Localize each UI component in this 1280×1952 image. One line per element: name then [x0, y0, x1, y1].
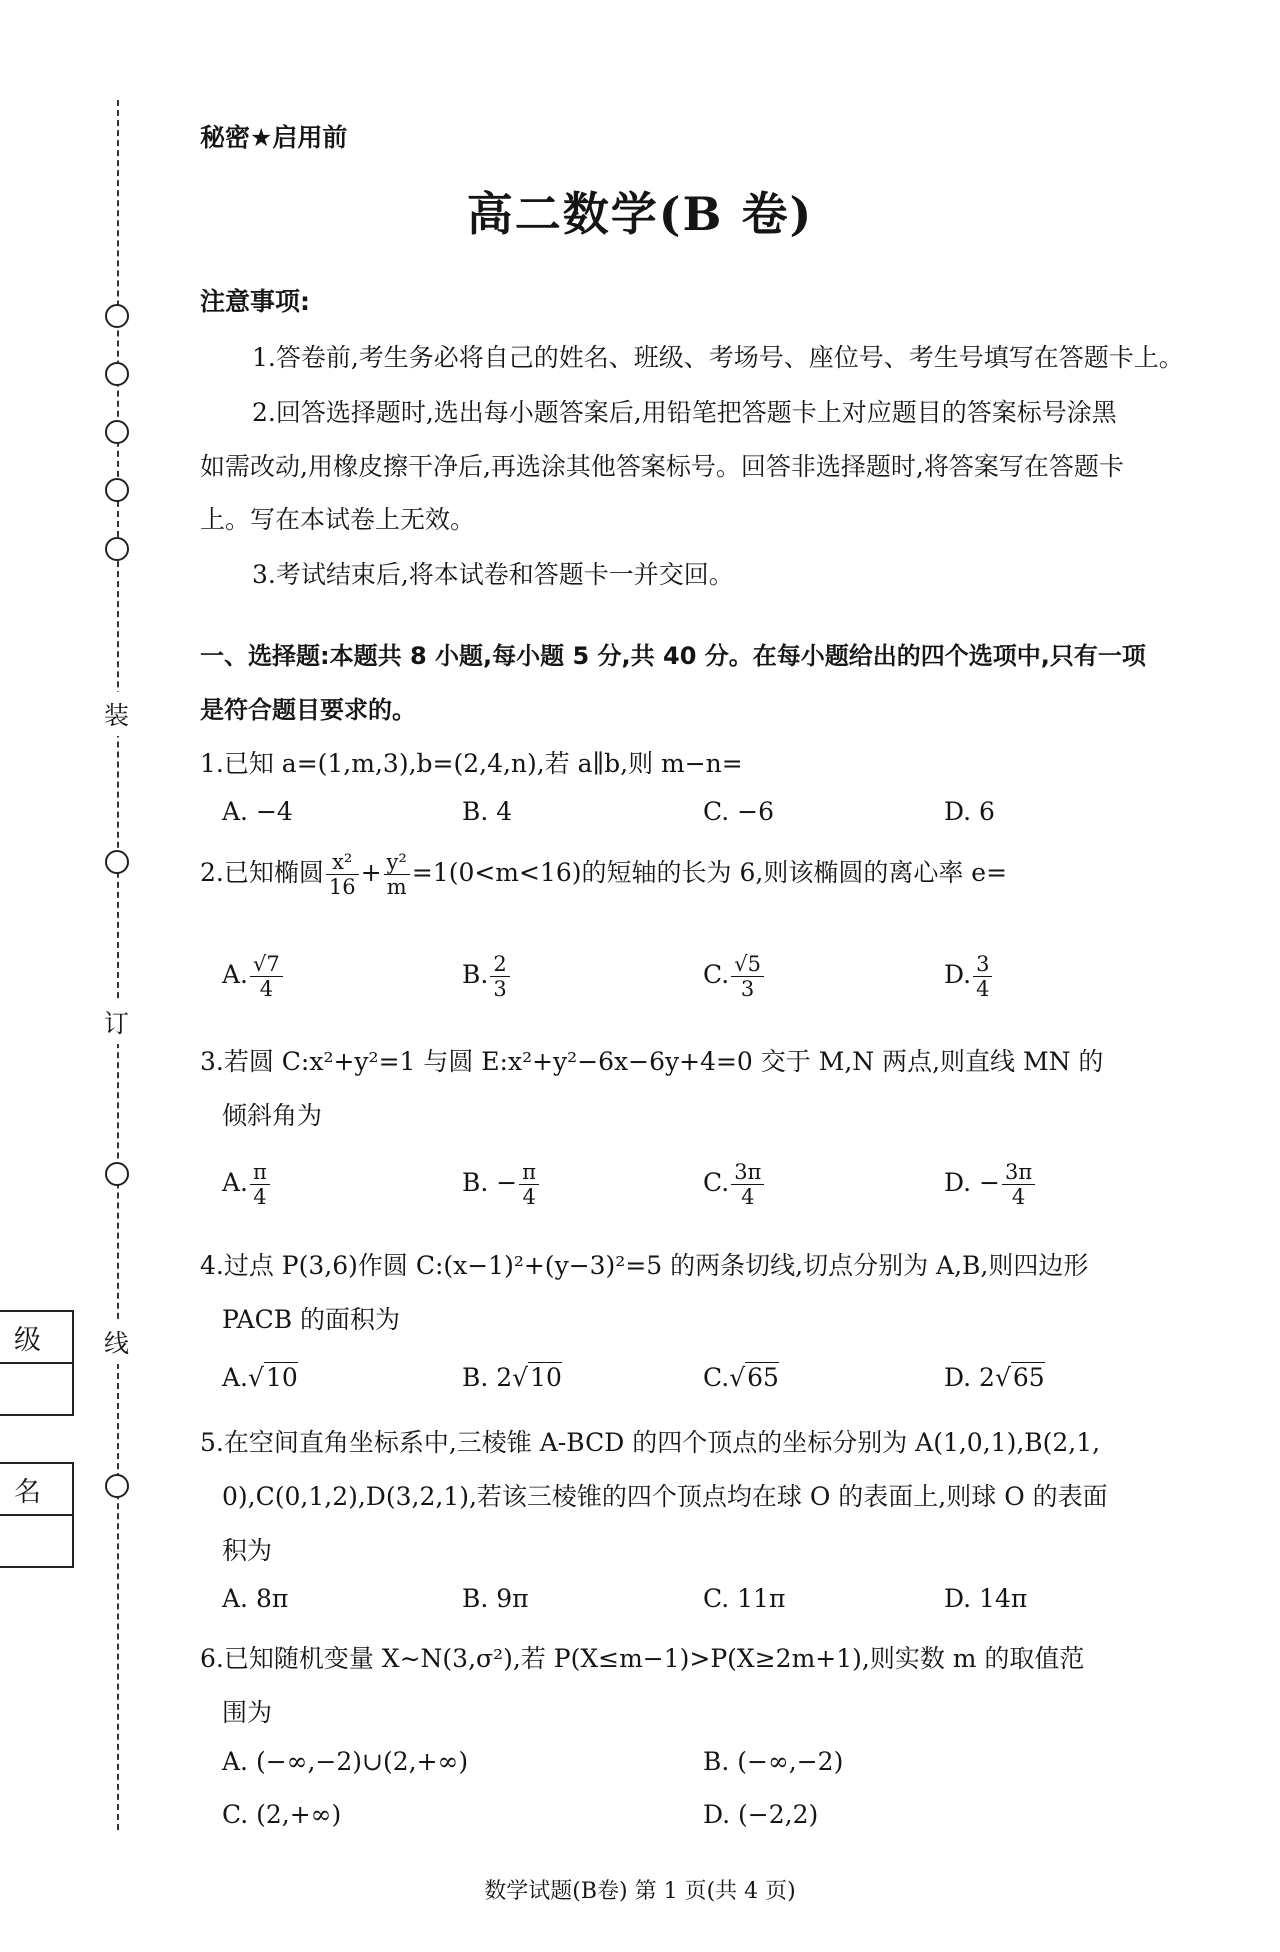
frac-num: 3π	[1002, 1160, 1035, 1185]
notice-item-2-cont: 如需改动,用橡皮擦干净后,再选涂其他答案标号。回答非选择题时,将答案写在答题卡	[200, 452, 1124, 481]
q2-text-b: =1(0<m<16)的短轴的长为 6,则该椭圆的离心率 e=	[411, 858, 1008, 888]
q5-option-c: C. 11π	[703, 1584, 786, 1613]
radicand: 10	[265, 1363, 298, 1392]
option-label: C.	[703, 1363, 730, 1392]
question-5-stem-cont: 0),C(0,1,2),D(3,2,1),若该三棱锥的四个顶点均在球 O 的表面上,则球 O 的表面	[222, 1482, 1108, 1511]
q2-option-a	[222, 952, 285, 1001]
question-5-stem-cont: 积为	[222, 1536, 273, 1565]
binding-hole	[105, 850, 129, 874]
frac-num: √5	[731, 952, 764, 977]
notice-item-2: 2.回答选择题时,选出每小题答案后,用铅笔把答题卡上对应题目的答案标号涂黑	[252, 398, 1117, 427]
question-6-stem-cont: 围为	[222, 1698, 273, 1727]
frac-num: π	[519, 1160, 539, 1185]
frac-den: 3	[493, 977, 507, 1002]
q2-option-b	[462, 952, 512, 1001]
binding-dashed-line	[117, 100, 119, 1830]
binding-hole	[105, 1474, 129, 1498]
q6-option-c: C. (2,+∞)	[222, 1800, 342, 1829]
q1-option-a: A. −4	[222, 797, 293, 826]
q4-option-d: D. 2√65	[944, 1363, 1045, 1392]
q6-option-a: A. (−∞,−2)∪(2,+∞)	[222, 1747, 469, 1776]
radicand: 65	[747, 1363, 779, 1392]
option-fraction	[1002, 1160, 1035, 1209]
frac-den: 4	[1011, 1185, 1026, 1210]
option-label: D. −	[944, 1168, 1000, 1198]
q1-option-c: C. −6	[703, 797, 774, 826]
q2-frac-num: y²	[384, 850, 410, 875]
option-label: A.	[222, 960, 249, 990]
margin-char-ding: 订	[104, 1000, 129, 1044]
margin-char-xian: 线	[104, 1320, 129, 1364]
secret-label: 秘密★启用前	[200, 123, 348, 152]
q3-option-b	[462, 1160, 541, 1209]
question-4-stem: 4.过点 P(3,6)作圆 C:(x−1)²+(y−3)²=5 的两条切线,切点分别为 A,B,则四边形	[200, 1251, 1089, 1280]
q2-frac-den: m	[386, 875, 407, 900]
class-field-label: 级	[14, 1325, 41, 1356]
notice-item-2-cont: 上。写在本试卷上无效。	[200, 505, 476, 534]
notice-item-1: 1.答卷前,考生务必将自己的姓名、班级、考场号、座位号、考生号填写在答题卡上。	[252, 343, 1184, 372]
notice-item-3: 3.考试结束后,将本试卷和答题卡一并交回。	[252, 560, 734, 589]
q2-option-d	[944, 952, 994, 1001]
frac-den: 3	[740, 977, 755, 1002]
q2-text-a: 2.已知椭圆	[200, 858, 324, 888]
frac-den: 4	[976, 977, 990, 1002]
question-3-stem: 3.若圆 C:x²+y²=1 与圆 E:x²+y²−6x−6y+4=0 交于 M,N 两点,则直线 MN 的	[200, 1047, 1104, 1076]
question-3-stem-cont: 倾斜角为	[222, 1101, 323, 1130]
q6-option-d: D. (−2,2)	[703, 1800, 819, 1829]
question-6-stem: 6.已知随机变量 X∼N(3,σ²),若 P(X≤m−1)>P(X≥2m+1),则实数 m 的取值范	[200, 1644, 1085, 1673]
binding-hole	[105, 362, 129, 386]
binding-hole	[105, 537, 129, 561]
frac-den: 4	[259, 977, 274, 1002]
q4-option-a: A.√10	[222, 1363, 298, 1392]
frac-num: 2	[490, 952, 509, 977]
q5-option-b: B. 9π	[462, 1584, 529, 1613]
frac-den: 4	[253, 1185, 267, 1210]
q2-plus: +	[360, 858, 382, 888]
q2-frac-num: x²	[326, 850, 359, 875]
q5-option-a: A. 8π	[222, 1584, 289, 1613]
q3-option-a	[222, 1160, 272, 1209]
option-label: B.	[462, 960, 489, 990]
question-5-stem: 5.在空间直角坐标系中,三棱锥 A-BCD 的四个顶点的坐标分别为 A(1,0,1),B(2,1,	[200, 1428, 1101, 1457]
option-fraction	[731, 1160, 764, 1209]
binding-hole	[105, 420, 129, 444]
option-fraction	[250, 952, 283, 1001]
option-label: A.	[222, 1363, 249, 1392]
page-footer: 数学试题(B卷) 第 1 页(共 4 页)	[484, 1879, 796, 1904]
q2-option-c	[703, 952, 766, 1001]
binding-hole	[105, 478, 129, 502]
frac-num: 3π	[731, 1160, 764, 1185]
q2-fraction-y	[384, 850, 410, 899]
option-fraction	[731, 952, 764, 1001]
option-fraction	[973, 952, 992, 1001]
radicand: 10	[530, 1363, 562, 1392]
q4-option-c: C.√65	[703, 1363, 779, 1392]
option-label: C.	[703, 960, 730, 990]
q6-option-b: B. (−∞,−2)	[703, 1747, 844, 1776]
name-field-label: 名	[14, 1477, 41, 1508]
option-label: A.	[222, 1168, 249, 1198]
margin-char-zhuang: 装	[104, 692, 129, 736]
q3-option-c	[703, 1160, 766, 1209]
q1-option-d: D. 6	[944, 797, 995, 826]
notice-heading: 注意事项:	[200, 287, 310, 316]
option-fraction	[250, 1160, 270, 1209]
option-label: D. 2	[944, 1363, 995, 1392]
q1-option-b: B. 4	[462, 797, 513, 826]
question-1-stem: 1.已知 a=(1,m,3),b=(2,4,n),若 a∥b,则 m−n=	[200, 749, 743, 778]
section-heading: 一、选择题:本题共 8 小题,每小题 5 分,共 40 分。在每小题给出的四个选项中,只有一项	[200, 642, 1146, 670]
q4-option-b: B. 2√10	[462, 1363, 562, 1392]
option-label: B. 2	[462, 1363, 513, 1392]
frac-den: 4	[522, 1185, 536, 1210]
question-4-stem-cont: PACB 的面积为	[222, 1305, 401, 1334]
q5-option-d: D. 14π	[944, 1584, 1028, 1613]
option-fraction	[490, 952, 509, 1001]
q3-option-d	[944, 1160, 1037, 1209]
page-title: 高二数学(B 卷)	[466, 187, 814, 241]
option-label: B. −	[462, 1168, 518, 1198]
frac-num: 3	[973, 952, 992, 977]
option-label: C.	[703, 1168, 730, 1198]
question-2-stem	[200, 850, 1007, 899]
radicand: 65	[1012, 1363, 1045, 1392]
option-label: D.	[944, 960, 972, 990]
q2-frac-den: 16	[328, 875, 356, 900]
section-heading-cont: 是符合题目要求的。	[200, 696, 416, 724]
binding-hole	[105, 304, 129, 328]
option-fraction	[519, 1160, 539, 1209]
frac-num: π	[250, 1160, 270, 1185]
frac-num: √7	[250, 952, 283, 977]
binding-hole	[105, 1162, 129, 1186]
q2-fraction-x	[326, 850, 359, 899]
frac-den: 4	[741, 1185, 755, 1210]
